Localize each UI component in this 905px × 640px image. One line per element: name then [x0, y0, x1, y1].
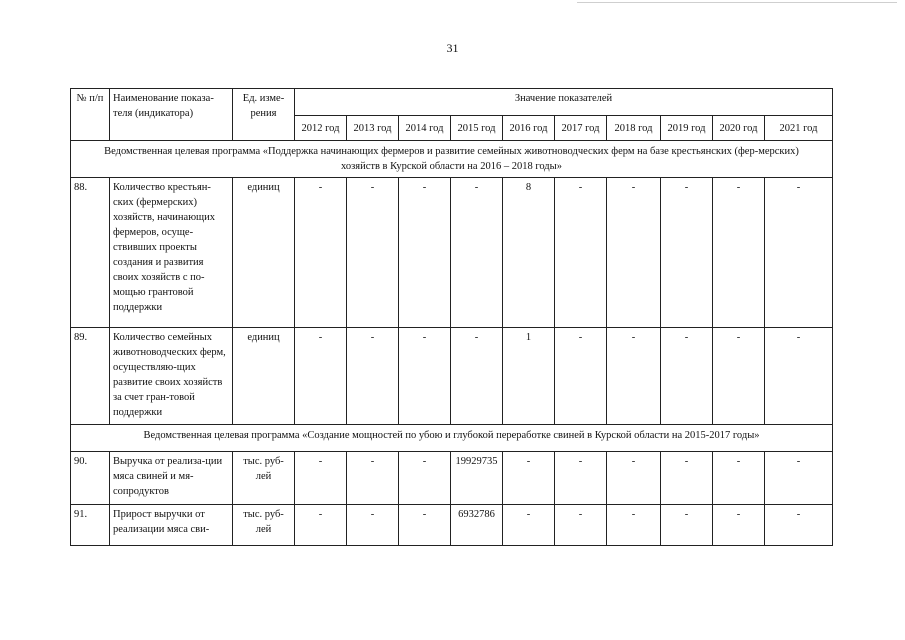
- table-header-row: [71, 89, 833, 116]
- header-num-cell: № п/п: [71, 89, 110, 141]
- value-cell: -: [765, 505, 833, 546]
- value-cell: -: [295, 452, 347, 505]
- value-cell: -: [347, 505, 399, 546]
- row-unit: тыс. руб-лей: [233, 505, 295, 546]
- value-cell: 6932786: [451, 505, 503, 546]
- value-cell: -: [451, 178, 503, 328]
- row-num: 91.: [71, 505, 110, 546]
- year-header-2012: 2012 год: [295, 116, 347, 141]
- year-header-2020: 2020 год: [713, 116, 765, 141]
- header-values-cell: Значение показателей: [295, 89, 833, 116]
- page-edge-line: [577, 2, 897, 3]
- indicators-table: [70, 88, 833, 546]
- year-header-2019: 2019 год: [661, 116, 713, 141]
- value-cell: -: [399, 328, 451, 425]
- row-num: 88.: [71, 178, 110, 328]
- value-cell: -: [503, 505, 555, 546]
- table-row: [71, 452, 833, 505]
- value-cell: -: [765, 452, 833, 505]
- value-cell: -: [347, 178, 399, 328]
- value-cell: -: [295, 178, 347, 328]
- program-row: [71, 141, 833, 178]
- program-title: Ведомственная целевая программа «Создание мощностей по убою и глубокой переработке свиней в Курской области на 2015-2017 годы»: [71, 425, 833, 452]
- value-cell: -: [555, 328, 607, 425]
- value-cell: -: [451, 328, 503, 425]
- year-header-2016: 2016 год: [503, 116, 555, 141]
- table-row: [71, 328, 833, 425]
- row-unit: единиц: [233, 328, 295, 425]
- value-cell: -: [607, 452, 661, 505]
- value-cell: -: [713, 505, 765, 546]
- year-header-2017: 2017 год: [555, 116, 607, 141]
- value-cell: -: [713, 328, 765, 425]
- value-cell: -: [765, 328, 833, 425]
- value-cell: -: [661, 328, 713, 425]
- value-cell: -: [661, 178, 713, 328]
- value-cell: -: [555, 178, 607, 328]
- row-num: 90.: [71, 452, 110, 505]
- value-cell: -: [661, 452, 713, 505]
- value-cell: -: [347, 452, 399, 505]
- program-title: Ведомственная целевая программа «Поддержка начинающих фермеров и развитие семейных животноводческих ферм на базе крестьянских (фер-мерских) хозяйств в Курской области на 2016 – 2018 годы»: [71, 141, 833, 178]
- value-cell: -: [765, 178, 833, 328]
- row-name: Прирост выручки от реализации мяса сви-: [110, 505, 233, 546]
- value-cell: -: [347, 328, 399, 425]
- value-cell: 8: [503, 178, 555, 328]
- header-name-cell: Наименование показа-теля (индикатора): [110, 89, 233, 141]
- header-unit-cell: Ед. изме-рения: [233, 89, 295, 141]
- table-row: [71, 178, 833, 328]
- page-number: 31: [446, 41, 459, 55]
- value-cell: -: [607, 505, 661, 546]
- year-header-2014: 2014 год: [399, 116, 451, 141]
- table-row: [71, 505, 833, 546]
- year-header-2021: 2021 год: [765, 116, 833, 141]
- row-unit: единиц: [233, 178, 295, 328]
- row-name: Количество крестьян-ских (фермерских) хозяйств, начинающих фермеров, осуще-ствивших проекты создания и развития своих хозяйств с по-мощью грантовой поддержки: [110, 178, 233, 328]
- value-cell: -: [555, 505, 607, 546]
- value-cell: -: [555, 452, 607, 505]
- value-cell: -: [295, 328, 347, 425]
- value-cell: -: [399, 452, 451, 505]
- row-unit: тыс. руб-лей: [233, 452, 295, 505]
- row-name: Выручка от реализа-ции мяса свиней и мя-сопродуктов: [110, 452, 233, 505]
- year-header-2018: 2018 год: [607, 116, 661, 141]
- row-num: 89.: [71, 328, 110, 425]
- value-cell: -: [607, 178, 661, 328]
- value-cell: -: [661, 505, 713, 546]
- value-cell: -: [295, 505, 347, 546]
- year-header-2015: 2015 год: [451, 116, 503, 141]
- value-cell: -: [713, 178, 765, 328]
- year-header-2013: 2013 год: [347, 116, 399, 141]
- value-cell: -: [399, 505, 451, 546]
- value-cell: -: [399, 178, 451, 328]
- program-row: [71, 425, 833, 452]
- value-cell: 19929735: [451, 452, 503, 505]
- value-cell: 1: [503, 328, 555, 425]
- value-cell: -: [713, 452, 765, 505]
- value-cell: -: [607, 328, 661, 425]
- value-cell: -: [503, 452, 555, 505]
- row-name: Количество семейных животноводческих ферм, осуществляю-щих развитие своих хозяйств за счет гран-товой поддержки: [110, 328, 233, 425]
